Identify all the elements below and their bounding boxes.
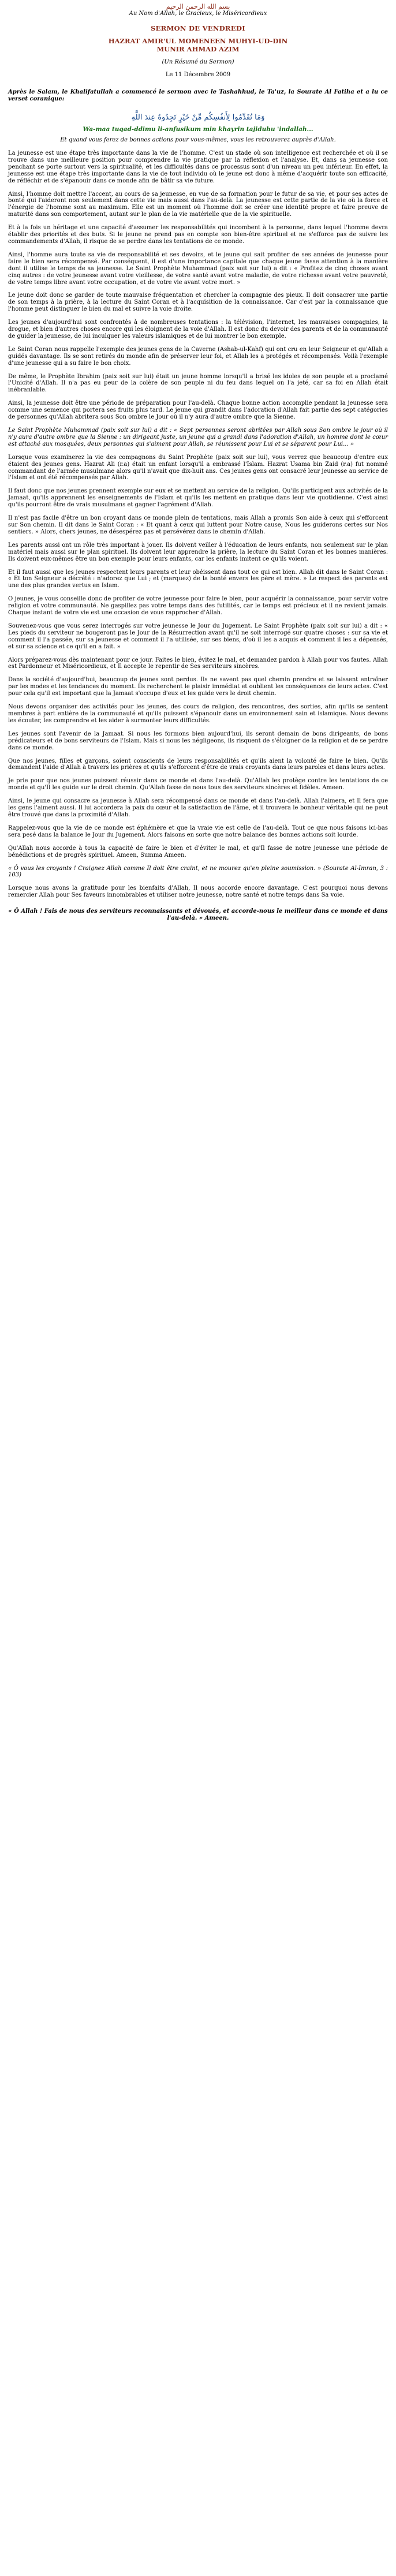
body-paragraph: Le Saint Coran nous rappelle l'exemple des jeunes gens de la Caverne (Ashab-ul-Kahf) qui ont cru en leur Seigneur et qu'Allah a guidés davantage. Ils se sont retirés du monde afin de préserver leur foi, et Allah les a protégés et récompensés. Voilà l'exemple d'une jeunesse qui a su faire le bon choix.	[8, 346, 388, 367]
sermon-date: Le 11 Décembre 2009	[165, 72, 231, 78]
opening-greeting: Après le Salam, le Khalifatullah a commencé le sermon avec le Tashahhud, le Ta'uz, la Sourate Al Fatiha et a lu ce verset coranique:	[8, 89, 388, 102]
body-paragraph: Ainsi, l'homme doit mettre l'accent, au cours de sa jeunesse, en vue de sa formation pour le futur de sa vie, et pour ses actes de bonté qui l'aideront non seulement dans cette vie mais aussi dans l'au-delà. La jeunesse est cette partie de la vie où la force et l'énergie de l'homme sont au maximum. Elle est un moment où l'homme doit se créer une identité propre et faire preuve de maturité dans son comportement, autant sur le plan de la vie matérielle que de la vie spirituelle.	[8, 191, 388, 218]
body-paragraph: Et il faut aussi que les jeunes respectent leurs parents et leur obéissent dans tout ce qui est bien. Allah dit dans le Saint Coran : « Et ton Seigneur a décrété : n'adorez que Lui ; et (marquez) de la bonté envers les père et mère. » Le respect des parents est une des plus grandes vertus en Islam.	[8, 569, 388, 589]
body-paragraph: Alors préparez-vous dès maintenant pour ce jour. Faites le bien, évitez le mal, et demandez pardon à Allah pour vos fautes. Allah est Pardonneur et Miséricordieux, et Il accepte le repentir de Ses serviteurs sincères.	[8, 656, 388, 670]
body-paragraph: Il faut donc que nos jeunes prennent exemple sur eux et se mettent au service de la religion. Qu'ils participent aux activités de la Jamaat, qu'ils apprennent les enseignements de l'Islam et qu'ils les mettent en pratique dans leur vie quotidienne. C'est ainsi qu'ils pourront être de vrais musulmans et gagner l'agrément d'Allah.	[8, 488, 388, 509]
body-paragraph: Dans la société d'aujourd'hui, beaucoup de jeunes sont perdus. Ils ne savent pas quel chemin prendre et se laissent entraîner par les modes et les tendances du moment. Ils recherchent le plaisir immédiat et oublient les conséquences de leurs actes. C'est pour cela qu'il est important que la Jamaat s'occupe d'eux et les guide vers le droit chemin.	[8, 677, 388, 697]
quran-verse-arabic: وَمَا تُقَدِّمُوا لِأَنفُسِكُم مِّنْ خَيْرٍ تَجِدُوهُ عِندَ اللَّهِ	[131, 113, 265, 122]
quran-verse-transliteration: Wa-maa tuqad-ddimu li-anfusikum min khayrin tajiduhu 'indallah...	[83, 126, 313, 133]
body-paragraph: Le jeune doit donc se garder de toute mauvaise fréquentation et chercher la compagnie des pieux. Il doit consacrer une partie de son temps à la prière, à la lecture du Saint Coran et à l'acquisition de la connaissance. Car c'est par la connaissance que l'homme peut distinguer le bien du mal et suivre la voie droite.	[8, 292, 388, 313]
sermon-title: SERMON DE VENDREDI	[151, 24, 245, 32]
body-paragraph: Lorsque nous avons la gratitude pour les bienfaits d'Allah, Il nous accorde encore davantage. C'est pourquoi nous devons remercier Allah pour Ses faveurs innombrables et utiliser notre jeunesse, notre santé et notre temps dans Sa voie.	[8, 885, 388, 899]
body-paragraph: Souvenez-vous que vous serez interrogés sur votre jeunesse le Jour du Jugement. Le Saint Prophète (paix soit sur lui) a dit : « Les pieds du serviteur ne bougeront pas le Jour de la Résurrection avant qu'il ne soit interrogé sur quatre choses : sur sa vie et comment il l'a passée, sur sa jeunesse et comment il l'a utilisée, sur ses biens, d'où il les a acquis et comment il les a dépensés, et sur sa science et ce qu'il en a fait. »	[8, 622, 388, 650]
sermon-page	[8, 0, 388, 922]
hadith-paragraph: Le Saint Prophète Muhammad (paix soit sur lui) a dit : « Sept personnes seront abritées par Allah sous Son ombre le jour où il n'y aura d'autre ombre que la Sienne : un dirigeant juste, un jeune qui a grandi dans l'adoration d'Allah, un homme dont le cœur est attaché aux mosquées, deux personnes qui s'aiment pour Allah, se réunissent pour Lui et se séparent pour Lui... »	[8, 427, 388, 447]
sermon-body	[8, 150, 388, 899]
body-paragraph: Que nos jeunes, filles et garçons, soient conscients de leurs responsabilités et qu'ils aient la volonté de faire le bien. Qu'ils demandent l'aide d'Allah à travers les prières et qu'ils s'efforcent d'être de vrais croyants dans leurs paroles et dans leurs actes.	[8, 757, 388, 771]
body-paragraph: La jeunesse est une étape très importante dans la vie de l'homme. C'est un stade où son intelligence est recherchée et où il se trouve dans une meilleure position pour comprendre la vie pratique par la réflexion et l'analyse. Et, dans sa jeunesse son penchant se porte surtout vers la spiritualité, et les difficultés dans ce processus sont d'un niveau un peu inférieur. En effet, la jeunesse est une étape très importante dans la vie de tout individu où le jeune est donc à même d'acquérir toute son efficacité, de réfléchir et de s'épanouir dans ce monde afin de bâtir sa vie future.	[8, 150, 388, 184]
summary-note: (Un Résumé du Sermon)	[162, 59, 234, 65]
speaker-title-line2: MUNIR AHMAD AZIM	[156, 45, 240, 53]
body-paragraph: De même, le Prophète Ibrahim (paix soit sur lui) était un jeune homme lorsqu'il a brisé les idoles de son peuple et a proclamé l'Unicité d'Allah. Il n'a pas eu peur de la colère de son peuple ni du feu dans lequel on l'a jeté, car sa foi en Allah était inébranlable.	[8, 373, 388, 394]
closing-prayer: « Ô Allah ! Fais de nous des serviteurs reconnaissants et dévoués, et accorde-nous le meilleur dans ce monde et dans l'au-delà. » Ameen.	[8, 908, 388, 922]
bismillah-text: بسم الله الرحمن الرحيم	[166, 3, 230, 10]
speaker-title-line1: HAZRAT AMIR'UL MOMENEEN MUHYI-UD-DIN	[108, 37, 288, 45]
body-paragraph: Les jeunes d'aujourd'hui sont confrontés à de nombreuses tentations : la télévision, l'internet, les mauvaises compagnies, la drogue, et bien d'autres choses encore qui les éloignent de la voie d'Allah. Il est donc du devoir des parents et de la communauté de guider la jeunesse, de lui inculquer les valeurs islamiques et de lui montrer le bon exemple.	[8, 319, 388, 339]
body-paragraph: Les jeunes sont l'avenir de la Jamaat. Si nous les formons bien aujourd'hui, ils seront demain de bons dirigeants, de bons prédicateurs et de bons serviteurs de l'Islam. Mais si nous les négligeons, ils risquent de s'éloigner de la religion et de se perdre dans ce monde.	[8, 730, 388, 751]
body-paragraph: Les parents aussi ont un rôle très important à jouer. Ils doivent veiller à l'éducation de leurs enfants, non seulement sur le plan matériel mais aussi sur le plan spirituel. Ils doivent leur apprendre la prière, la lecture du Saint Coran et les bonnes manières. Ils doivent eux-mêmes être un bon exemple pour leurs enfants, car les enfants imitent ce qu'ils voient.	[8, 542, 388, 562]
body-paragraph: Lorsque vous examinerez la vie des compagnons du Saint Prophète (paix soit sur lui), vous verrez que beaucoup d'entre eux étaient des jeunes gens. Hazrat Ali (r.a) était un enfant lorsqu'il a embrassé l'Islam. Hazrat Usama bin Zaid (r.a) fut nommé commandant de l'armée musulmane alors qu'il n'avait que dix-huit ans. Ces jeunes gens ont consacré leur jeunesse au service de l'Islam et ont été récompensés par Allah.	[8, 454, 388, 481]
body-paragraph: O jeunes, je vous conseille donc de profiter de votre jeunesse pour faire le bien, pour acquérir la connaissance, pour servir votre religion et votre communauté. Ne gaspillez pas votre temps dans des futilités, car le temps est précieux et il ne revient jamais. Chaque instant de votre vie est une occasion de vous rapprocher d'Allah.	[8, 596, 388, 617]
basmala-translation: Au Nom d'Allah, le Gracieux, le Miséricordieux	[129, 10, 267, 17]
body-paragraph: Ainsi, l'homme aura toute sa vie de responsabilité et ses devoirs, et le jeune qui sait profiter de ses années de jeunesse pour faire le bien sera récompensé. Par conséquent, il est d'une importance capitale que chaque jeune fasse attention à la manière dont il utilise le temps de sa jeunesse. Le Saint Prophète Muhammad (paix soit sur lui) a dit : « Profitez de cinq choses avant cinq autres : de votre jeunesse avant votre vieillesse, de votre santé avant votre maladie, de votre richesse avant votre pauvreté, de votre temps libre avant votre occupation, et de votre vie avant votre mort. »	[8, 251, 388, 286]
body-paragraph: Rappelez-vous que la vie de ce monde est éphémère et que la vraie vie est celle de l'au-delà. Tout ce que nous faisons ici-bas sera pesé dans la balance le Jour du Jugement. Alors faisons en sorte que notre balance des bonnes actions soit lourde.	[8, 824, 388, 838]
body-paragraph: Nous devons organiser des activités pour les jeunes, des cours de religion, des rencontres, des sorties, afin qu'ils se sentent membres à part entière de la communauté et qu'ils puissent s'épanouir dans un environnement sain et islamique. Nous devons les écouter, les comprendre et les aider à surmonter leurs difficultés.	[8, 704, 388, 724]
quran-quote-paragraph: « Ô vous les croyants ! Craignez Allah comme Il doit être craint, et ne mourez qu'en pleine soumission. » (Sourate Al-Imran, 3 : 103)	[8, 865, 388, 879]
body-paragraph: Ainsi, la jeunesse doit être une période de préparation pour l'au-delà. Chaque bonne action accomplie pendant la jeunesse sera comme une semence qui portera ses fruits plus tard. Le jeune qui grandit dans l'adoration d'Allah fait partie des sept catégories de personnes qu'Allah abritera sous Son ombre le Jour où il n'y aura d'autre ombre que la Sienne.	[8, 400, 388, 421]
quran-verse-translation: Et quand vous ferez de bonnes actions pour vous-mêmes, vous les retrouverez auprès d'Allah.	[60, 137, 336, 143]
body-paragraph: Qu'Allah nous accorde à tous la capacité de faire le bien et d'éviter le mal, et qu'Il fasse de notre jeunesse une période de bénédictions et de progrès spirituel. Ameen, Summa Ameen.	[8, 845, 388, 858]
body-paragraph: Ainsi, le jeune qui consacre sa jeunesse à Allah sera récompensé dans ce monde et dans l'au-delà. Allah l'aimera, et Il fera que les gens l'aiment aussi. Il lui accordera la paix du cœur et la satisfaction de l'âme, et il trouvera le bonheur véritable qui ne peut être trouvé que dans la proximité d'Allah.	[8, 798, 388, 818]
body-paragraph: Et à la fois un héritage et une capacité d'assumer les responsabilités qui incombent à la personne, dans lequel l'homme devra établir des priorités et des buts. Si le jeune ne prend pas en compte son bien-être spirituel et ne s'efforce pas de suivre les commandements d'Allah, il risque de se perdre dans les tentations de ce monde.	[8, 225, 388, 245]
body-paragraph: Je prie pour que nos jeunes puissent réussir dans ce monde et dans l'au-delà. Qu'Allah les protège contre les tentations de ce monde et qu'Il les guide sur le droit chemin. Qu'Allah fasse de nous tous des serviteurs sincères et fidèles. Ameen.	[8, 778, 388, 792]
body-paragraph: Il n'est pas facile d'être un bon croyant dans ce monde plein de tentations, mais Allah a promis Son aide à ceux qui s'efforcent sur Son chemin. Il dit dans le Saint Coran : « Et quant à ceux qui luttent pour Notre cause, Nous les guiderons certes sur Nos sentiers. » Alors, chers jeunes, ne désespérez pas et persévérez dans le chemin d'Allah.	[8, 515, 388, 535]
